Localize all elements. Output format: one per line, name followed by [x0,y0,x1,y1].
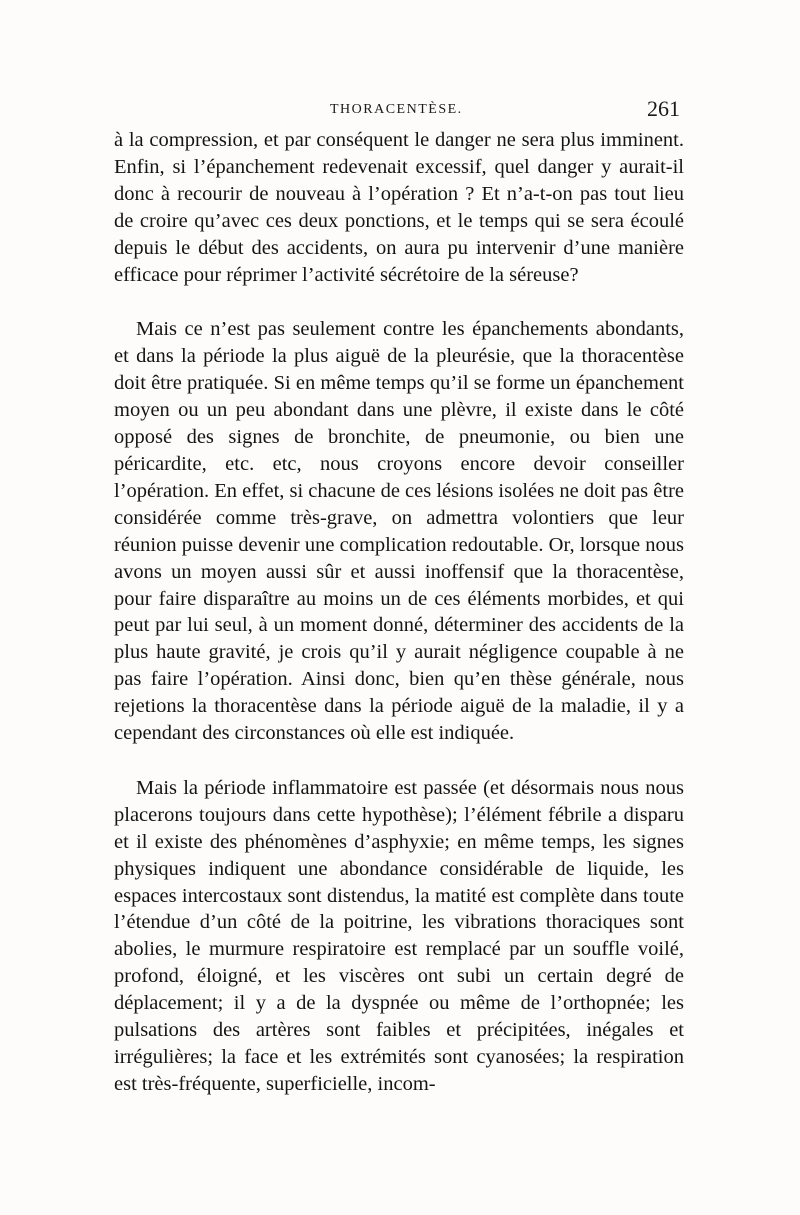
paragraph-continued: à la compression, et par conséquent le danger ne sera plus imminent. Enfin, si l’épanchement redevenait excessif, quel danger y aurait-il donc à recourir de nouveau à l’opération ? Et n’a-t-on pas tout lieu de croire qu’avec ces deux ponctions, et le temps qui se sera écoulé depuis le début des accidents, on aura pu intervenir d’une manière efficace pour réprimer l’activité sécrétoire de la séreuse? [114,129,684,286]
page-header [114,96,680,126]
paragraph: Mais ce n’est pas seulement contre les épanchements abondants, et dans la période la plus aiguë de la pleurésie, que la thoracentèse doit être pratiquée. Si en même temps qu’il se forme un épanchement moyen ou un peu abondant dans une plèvre, il existe dans le côté opposé des signes de bronchite, de pneumonie, ou bien une péricardite, etc. etc, nous croyons encore devoir conseiller l’opération. En effet, si chacune de ces lésions isolées ne doit pas être considérée comme très-grave, on admettra volontiers que leur réunion puisse devenir une complication redoutable. Or, lorsque nous avons un moyen aussi sûr et aussi inoffensif que la thoracentèse, pour faire disparaître au moins un de ces éléments morbides, et qui peut par lui seul, à un moment donné, déterminer des accidents de la plus haute gravité, je crois qu’il y aurait négligence coupable à ne pas faire l’opération. Ainsi donc, bien qu’en thèse générale, nous rejetions la thoracentèse dans la période aiguë de la maladie, il y a cependant des circonstances où elle est indiquée. [114,318,685,745]
page-number: 261 [647,96,680,121]
paragraph: Mais la période inflammatoire est passée (et désormais nous nous placerons toujours dans cette hypothèse); l’élément fébrile a disparu et il existe des phénomènes d’asphyxie; en même temps, les signes physiques indiquent une abondance considérable de liquide, les espaces intercostaux sont distendus, la matité est complète dans toute l’étendue d’un côté de la poitrine, les vibrations thoraciques sont abolies, le murmure respiratoire est remplacé par un souffle voilé, profond, éloigné, et les viscères ont subi un certain degré de déplacement; il y a de la dyspnée ou même de l’orthopnée; les pulsations des artères sont faibles et précipitées, inégales et irrégulières; la face et les extrémités sont cyanosées; la respiration est très-fréquente, superficielle, incom- [114,776,684,1095]
running-head: THORACENTÈSE. [330,102,463,117]
body-text [114,127,684,1098]
